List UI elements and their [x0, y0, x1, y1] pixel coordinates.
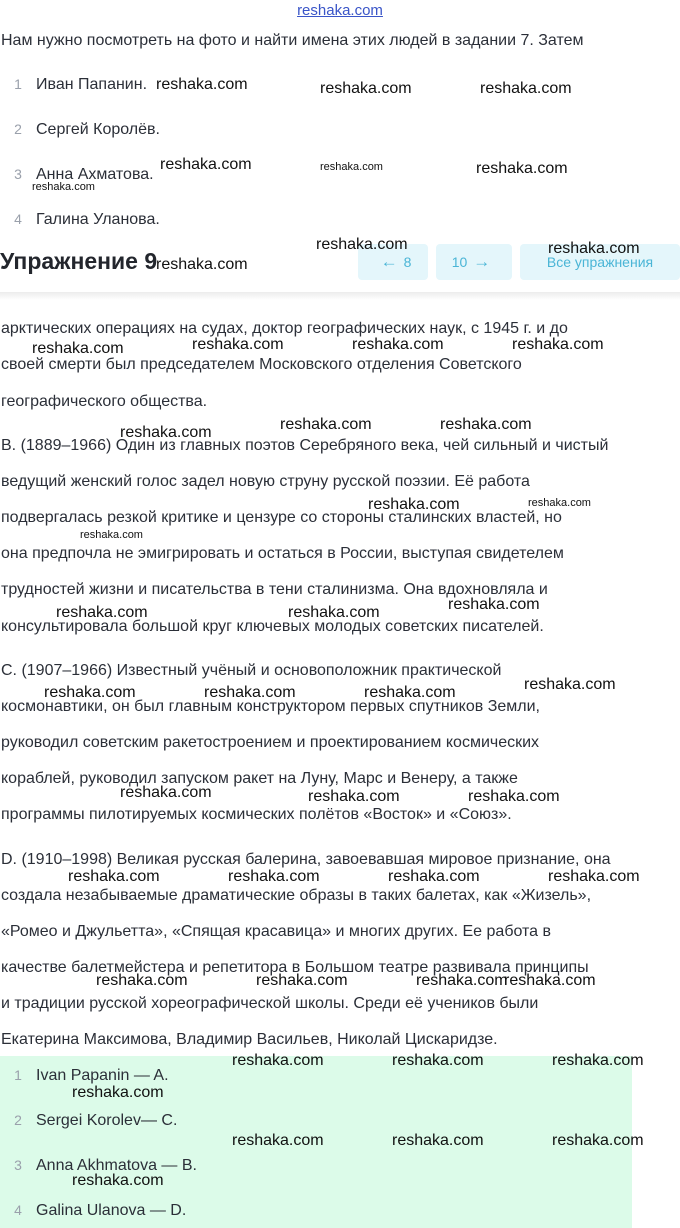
text-line: и традиции русской хореографической школы. Среди её учеников были — [1, 995, 539, 1012]
text-line: космонавтики, он был главным конструктором первых спутников Земли, — [1, 698, 540, 715]
watermark: reshaka.com — [56, 604, 148, 621]
watermark: reshaka.com — [504, 972, 596, 989]
watermark: reshaka.com — [72, 1084, 164, 1101]
answer-item — [0, 1202, 186, 1220]
site-link[interactable]: reshaka.com — [297, 2, 383, 19]
answer-number: 1 — [14, 1067, 22, 1083]
watermark: reshaka.com — [440, 416, 532, 433]
list-number: 3 — [14, 166, 22, 182]
watermark: reshaka.com — [548, 240, 640, 257]
text-line: кораблей, руководил запуском ракет на Луну, Марс и Венеру, а также — [1, 770, 518, 787]
watermark: reshaka.com — [32, 181, 95, 193]
watermark: reshaka.com — [80, 529, 143, 541]
watermark: reshaka.com — [232, 1132, 324, 1149]
watermark: reshaka.com — [316, 236, 408, 253]
list-number: 4 — [14, 211, 22, 227]
watermark: reshaka.com — [320, 161, 383, 173]
watermark: reshaka.com — [448, 596, 540, 613]
watermark: reshaka.com — [416, 972, 508, 989]
answer-number: 2 — [14, 1112, 22, 1128]
next-exercise-label: 10 — [451, 254, 468, 270]
answer-text: Sergei Korolev— C. — [36, 1112, 178, 1129]
watermark: reshaka.com — [228, 868, 320, 885]
list-item — [0, 121, 160, 139]
list-number: 1 — [14, 76, 22, 92]
prev-exercise-label: 8 — [403, 254, 412, 270]
text-line: своей смерти был председателем Московского отделения Советского — [1, 356, 522, 373]
watermark: reshaka.com — [552, 1052, 644, 1069]
list-item-text: Сергей Королёв. — [36, 121, 160, 138]
watermark: reshaka.com — [548, 868, 640, 885]
watermark: reshaka.com — [308, 788, 400, 805]
text-line: программы пилотируемых космических полётов «Восток» и «Союз». — [1, 806, 512, 823]
watermark: reshaka.com — [388, 868, 480, 885]
arrow-left-icon: ← — [380, 252, 398, 271]
text-line: качестве балетмейстера и репетитора в Большом театре развивала принципы — [1, 959, 589, 976]
watermark: reshaka.com — [352, 336, 444, 353]
intro-text: Нам нужно посмотреть на фото и найти имена этих людей в задании 7. Затем — [1, 32, 584, 49]
watermark: reshaka.com — [512, 336, 604, 353]
watermark: reshaka.com — [96, 972, 188, 989]
text-line: «Ромео и Джульетта», «Спящая красавица» и многих других. Ее работа в — [1, 923, 552, 940]
text-line: трудностей жизни и писательства в тени сталинизма. Она вдохновляла и — [1, 581, 548, 598]
watermark: reshaka.com — [120, 424, 212, 441]
watermark: reshaka.com — [232, 1052, 324, 1069]
list-item — [0, 76, 147, 94]
watermark: reshaka.com — [120, 784, 212, 801]
watermark: reshaka.com — [368, 496, 460, 513]
text-line: арктических операциях на судах, доктор географических наук, с 1945 г. и до — [1, 320, 568, 337]
list-item — [0, 211, 160, 229]
watermark: reshaka.com — [256, 972, 348, 989]
answer-number: 3 — [14, 1157, 22, 1173]
exercise-title: Упражнение 9 — [0, 248, 158, 274]
answer-text: Anna Akhmatova — B. — [36, 1157, 197, 1174]
watermark: reshaka.com — [392, 1052, 484, 1069]
text-line: C. (1907–1966) Известный учёный и основоположник практической — [1, 662, 502, 679]
text-line: Екатерина Максимова, Владимир Васильев, Николай Цискаридзе. — [1, 1031, 498, 1048]
watermark: reshaka.com — [288, 604, 380, 621]
watermark: reshaka.com — [480, 80, 572, 97]
text-line: D. (1910–1998) Великая русская балерина, завоевавшая мировое признание, она — [1, 851, 611, 868]
text-line: создала незабываемые драматические образы в таких балетах, как «Жизель», — [1, 887, 592, 904]
text-line: консультировала большой круг ключевых молодых советских писателей. — [1, 618, 544, 635]
watermark: reshaka.com — [156, 76, 248, 93]
watermark: reshaka.com — [524, 676, 616, 693]
header-shadow — [0, 292, 680, 300]
text-line: руководил советским ракетостроением и проектированием космических — [1, 734, 540, 751]
watermark: reshaka.com — [192, 336, 284, 353]
watermark: reshaka.com — [528, 497, 591, 509]
watermark: reshaka.com — [280, 416, 372, 433]
text-line: B. (1889–1966) Один из главных поэтов Серебряного века, чей сильный и чистый — [1, 437, 609, 454]
watermark: reshaka.com — [156, 256, 248, 273]
text-line: подвергалась резкой критике и цензуре со стороны сталинских властей, но — [1, 509, 562, 526]
text-line: ведущий женский голос задел новую струну русской поэзии. Её работа — [1, 473, 530, 490]
answer-item — [0, 1112, 177, 1130]
watermark: reshaka.com — [468, 788, 560, 805]
watermark: reshaka.com — [72, 1172, 164, 1189]
watermark: reshaka.com — [552, 1132, 644, 1149]
watermark: reshaka.com — [204, 684, 296, 701]
text-line: она предпочла не эмигрировать и остаться в России, выступая свидетелем — [1, 545, 564, 562]
watermark: reshaka.com — [44, 684, 136, 701]
watermark: reshaka.com — [364, 684, 456, 701]
next-exercise-button[interactable] — [436, 244, 512, 280]
answer-text: Galina Ulanova — D. — [36, 1202, 187, 1219]
text-line: географического общества. — [1, 393, 208, 410]
list-item-text: Галина Уланова. — [36, 211, 160, 228]
all-exercises-label: Все упражнения — [546, 254, 654, 270]
list-item-text: Иван Папанин. — [36, 76, 148, 93]
watermark: reshaka.com — [392, 1132, 484, 1149]
answer-number: 4 — [14, 1202, 22, 1218]
watermark: reshaka.com — [32, 340, 124, 357]
watermark: reshaka.com — [68, 868, 160, 885]
list-item-text: Анна Ахматова. — [36, 166, 154, 183]
answer-item — [0, 1067, 169, 1085]
watermark: reshaka.com — [320, 80, 412, 97]
watermark: reshaka.com — [476, 160, 568, 177]
watermark: reshaka.com — [160, 156, 252, 173]
list-number: 2 — [14, 121, 22, 137]
arrow-right-icon: → — [473, 252, 491, 271]
answer-text: Ivan Papanin — A. — [36, 1067, 169, 1084]
